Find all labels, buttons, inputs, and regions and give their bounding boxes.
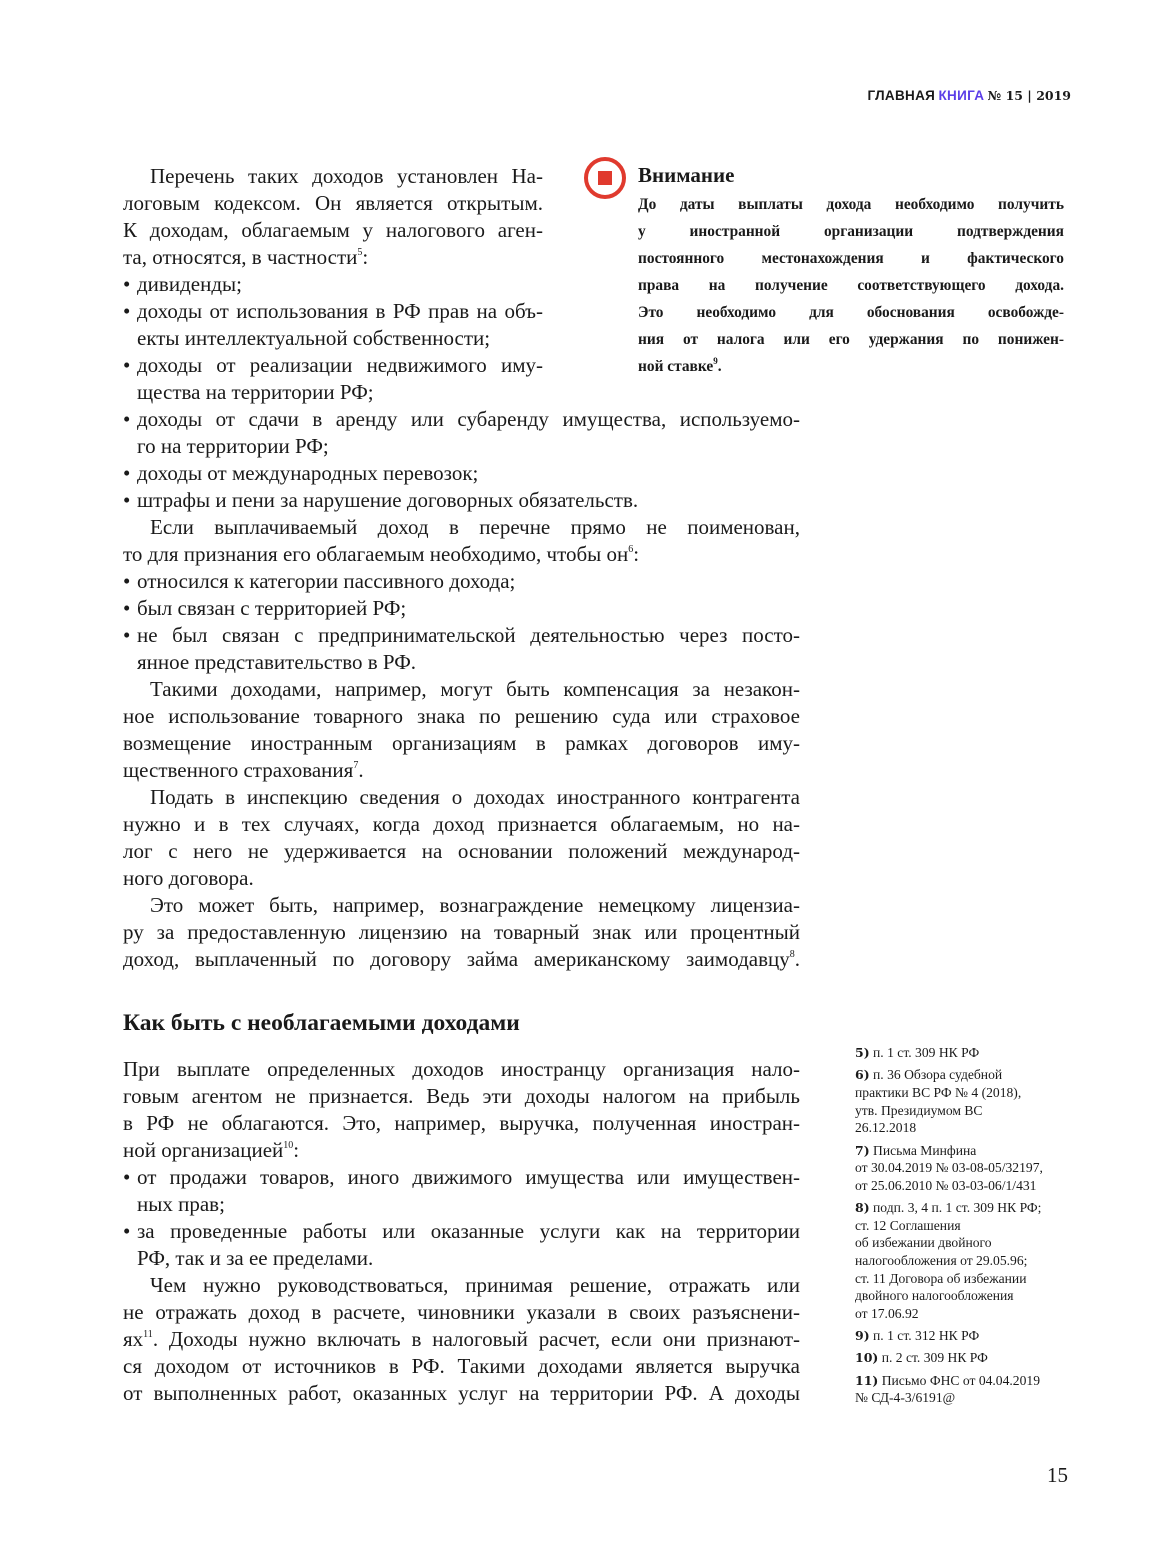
bullet-icon: •: [123, 407, 131, 431]
footnote-text: ст. 12 Соглашения: [855, 1217, 961, 1233]
attention-title: Внимание: [638, 163, 735, 187]
bullet-item-line: [123, 1218, 800, 1245]
footnote-ref: 7: [353, 760, 359, 771]
line-text: лог с него не удерживается на основании положений международ-: [123, 839, 800, 863]
footnote-item: [855, 1199, 1080, 1322]
attention-line: [638, 272, 1064, 299]
text-line: [123, 190, 543, 217]
text-line: [123, 1380, 800, 1407]
line-text: логовым кодексом. Он является открытым.: [123, 191, 543, 215]
text-line: [123, 1326, 800, 1353]
brand-glavnaya: ГЛАВНАЯ: [867, 88, 936, 103]
bullet-icon: •: [123, 272, 131, 296]
page-number: 15: [1047, 1463, 1068, 1487]
line-tail: .: [717, 358, 722, 375]
footnote-text: от 17.06.92: [855, 1305, 919, 1321]
line-text: К доходам, облагаемым у налогового аген-: [123, 218, 543, 242]
line-text: от продажи товаров, иного движимого имущества или имуществен-: [137, 1165, 800, 1189]
attention-line: [638, 299, 1064, 326]
footnote-item: [855, 1349, 1080, 1367]
bullet-item-line: [123, 352, 543, 379]
text-line: [137, 379, 543, 406]
text-line: [137, 649, 800, 676]
line-text: ной ставке: [638, 358, 714, 375]
text-line: [123, 946, 800, 973]
line-text: доходы от международных перевозок;: [137, 461, 479, 485]
text-line: [123, 1137, 800, 1164]
footnote-ref: 9: [713, 356, 718, 366]
footnote-ref: 5: [357, 247, 363, 258]
footnote-ref: 6: [628, 544, 634, 555]
line-tail: .: [358, 758, 364, 782]
line-text: го на территории РФ;: [137, 434, 329, 458]
line-text: Это необходимо для обоснования освобожде-: [638, 304, 1064, 321]
line-text: то для признания его облагаемым необходимо, чтобы он: [123, 542, 629, 566]
line-text: ной организацией: [123, 1138, 284, 1162]
line-tail: . Доходы нужно включать в налоговый расчет, если они признают-: [152, 1327, 800, 1351]
line-text: ях: [123, 1327, 144, 1351]
bullet-icon: •: [123, 596, 131, 620]
line-text: в РФ не облагаются. Это, например, выручка, полученная иностран-: [123, 1111, 800, 1135]
bullet-item-line: [123, 595, 800, 622]
text-line: [137, 325, 543, 352]
bullet-icon: •: [123, 461, 131, 485]
footnote-text: Письма Минфина: [873, 1142, 977, 1158]
footnote-text: п. 2 ст. 309 НК РФ: [881, 1350, 988, 1366]
line-text: Такими доходами, например, могут быть компенсация за незакон-: [150, 677, 800, 701]
bullet-icon: •: [123, 299, 131, 323]
footnote-text: двойного налогообложения: [855, 1288, 1014, 1304]
text-line: [123, 541, 800, 568]
text-line: [123, 1083, 800, 1110]
issue-number: № 15 | 2019: [987, 88, 1071, 103]
text-line: [123, 838, 800, 865]
footnote-item: [855, 1044, 1080, 1062]
line-text: доходы от сдачи в аренду или субаренду имущества, используемо-: [137, 407, 800, 431]
text-line: [137, 433, 800, 460]
footnote-text: п. 1 ст. 309 НК РФ: [873, 1045, 980, 1060]
footnote-text: ст. 11 Договора об избежании: [855, 1270, 1027, 1286]
footnote-text: Письмо ФНС от 04.04.2019: [881, 1372, 1040, 1388]
line-text: РФ, так и за ее пределами.: [137, 1246, 374, 1270]
line-text: возмещение иностранным организациям в рамках договоров иму-: [123, 731, 800, 755]
line-text: Подать в инспекцию сведения о доходах иностранного контрагента: [150, 785, 800, 809]
text-line: [123, 865, 800, 892]
text-line: [123, 244, 543, 271]
footnote-number: 9): [855, 1328, 870, 1344]
text-line: [123, 217, 543, 244]
bullet-item-line: [123, 406, 800, 433]
attention-line: [638, 353, 1064, 380]
text-line: [123, 703, 800, 730]
line-text: был связан с территорией РФ;: [137, 596, 407, 620]
line-tail: :: [362, 245, 369, 269]
footnote-text: подп. 3, 4 п. 1 ст. 309 НК РФ;: [873, 1200, 1042, 1216]
text-line: [123, 1056, 800, 1083]
bullet-icon: •: [123, 1165, 131, 1189]
line-text: екты интеллектуальной собственности;: [137, 326, 491, 350]
text-line: [150, 676, 800, 703]
line-text: не отражать доход в расчете, чиновники указали в своих разъяснени-: [123, 1300, 800, 1324]
bullet-item-line: [123, 487, 800, 514]
footnote-text: п. 1 ст. 312 НК РФ: [873, 1328, 980, 1344]
brand-kniga: КНИГА: [938, 88, 985, 103]
text-line: [123, 730, 800, 757]
line-text: говым агентом не признается. Ведь эти доходы налогом на прибыль: [123, 1084, 800, 1108]
line-text: доходы от реализации недвижимого иму-: [137, 353, 543, 377]
footnote-text: от 25.06.2010 № 03-03-06/1/431: [855, 1177, 1037, 1193]
footnotes: [855, 1044, 1080, 1412]
line-text: Перечень таких доходов установлен На-: [150, 164, 543, 188]
bullet-icon: •: [123, 623, 131, 647]
footnote-number: 6): [855, 1067, 870, 1083]
text-line: [123, 757, 800, 784]
line-text: Чем нужно руководствоваться, принимая решение, отражать или: [150, 1273, 800, 1297]
text-line: [150, 514, 800, 541]
footnote-text: налогообложения от 29.05.96;: [855, 1252, 1028, 1268]
footnote-number: 8): [855, 1200, 870, 1216]
bullet-item-line: [123, 622, 800, 649]
line-text: относился к категории пассивного дохода;: [137, 569, 516, 593]
line-tail: :: [633, 542, 640, 566]
bullet-icon: •: [123, 569, 131, 593]
footnote-text: п. 36 Обзора судебной: [873, 1067, 1003, 1083]
footnote-item: [855, 1066, 1080, 1136]
bullet-icon: •: [123, 488, 131, 512]
footnote-ref: 8: [789, 949, 795, 960]
footnote-number: 7): [855, 1142, 870, 1158]
text-line: [150, 892, 800, 919]
attention-line: [638, 218, 1064, 245]
bullet-icon: •: [123, 353, 131, 377]
footnote-number: 11): [855, 1372, 879, 1388]
footnote-number: 5): [855, 1045, 870, 1060]
line-text: ру за предоставленную лицензию на товарный знак или процентный: [123, 920, 800, 944]
text-line: [123, 1110, 800, 1137]
line-text: права на получение соответствующего дохода.: [638, 277, 1064, 294]
line-text: ного договора.: [123, 866, 254, 890]
bullet-item-line: [123, 460, 800, 487]
attention-line: [638, 245, 1064, 272]
line-text: дивиденды;: [137, 272, 242, 296]
line-tail: .: [794, 947, 800, 971]
text-line: [150, 163, 543, 190]
bullet-item-line: [123, 1164, 800, 1191]
bullet-item-line: [123, 271, 543, 298]
text-line: [123, 1353, 800, 1380]
line-text: щественного страхования: [123, 758, 354, 782]
line-text: До даты выплаты дохода необходимо получить: [638, 196, 1064, 213]
bullet-icon: •: [123, 1219, 131, 1243]
footnote-item: [855, 1372, 1080, 1407]
running-header: [868, 88, 1071, 104]
line-text: При выплате определенных доходов иностранцу организация нало-: [123, 1057, 800, 1081]
text-line: [150, 1272, 800, 1299]
attention-line: [638, 326, 1064, 353]
footnote-ref: 11: [143, 1329, 153, 1340]
line-tail: :: [293, 1138, 300, 1162]
line-text: ния от налога или его удержания по понижен-: [638, 331, 1064, 348]
footnote-text: об избежании двойного: [855, 1235, 992, 1251]
text-line: [123, 811, 800, 838]
line-text: не был связан с предпринимательской деятельностью через посто-: [137, 623, 800, 647]
footnote-item: [855, 1327, 1080, 1345]
bullet-item-line: [123, 568, 800, 595]
section-heading: Как быть с необлагаемыми доходами: [123, 1010, 520, 1036]
footnote-text: № СД-4-3/6191@: [855, 1390, 956, 1406]
line-text: от выполненных работ, оказанных услуг на территории РФ. А доходы: [123, 1381, 800, 1405]
line-text: Это может быть, например, вознаграждение немецкому лицензиа-: [150, 893, 800, 917]
footnote-ref: 10: [283, 1140, 294, 1151]
text-line: [150, 784, 800, 811]
line-text: за проведенные работы или оказанные услуги как на территории: [137, 1219, 800, 1243]
line-text: нужно и в тех случаях, когда доход признается облагаемым, но на-: [123, 812, 800, 836]
footnote-text: 26.12.2018: [855, 1120, 917, 1136]
line-text: постоянного местонахождения и фактического: [638, 250, 1064, 267]
line-text: у иностранной организации подтверждения: [638, 223, 1064, 240]
line-text: та, относятся, в частности: [123, 245, 358, 269]
footnote-text: от 30.04.2019 № 03-08-05/32197,: [855, 1160, 1043, 1176]
line-text: доходы от использования в РФ прав на объ-: [137, 299, 543, 323]
line-text: ных прав;: [137, 1192, 225, 1216]
line-text: янное представительство в РФ.: [137, 650, 417, 674]
footnote-item: [855, 1142, 1080, 1195]
line-text: Если выплачиваемый доход в перечне прямо не поименован,: [150, 515, 800, 539]
bullet-item-line: [123, 298, 543, 325]
line-text: доход, выплаченный по договору займа американскому заимодавцу: [123, 947, 790, 971]
attention-stop-icon: [584, 157, 626, 199]
line-text: ся доходом от источников в РФ. Такими доходами является выручка: [123, 1354, 800, 1378]
line-text: ное использование товарного знака по решению суда или страховое: [123, 704, 800, 728]
attention-line: [638, 191, 1064, 218]
line-text: щества на территории РФ;: [137, 380, 374, 404]
text-line: [123, 1299, 800, 1326]
footnote-text: утв. Президиумом ВС: [855, 1102, 983, 1118]
footnote-number: 10): [855, 1350, 879, 1366]
text-line: [137, 1191, 800, 1218]
text-line: [137, 1245, 800, 1272]
footnote-text: практики ВС РФ № 4 (2018),: [855, 1084, 1022, 1100]
line-text: штрафы и пени за нарушение договорных обязательств.: [137, 488, 639, 512]
text-line: [123, 919, 800, 946]
